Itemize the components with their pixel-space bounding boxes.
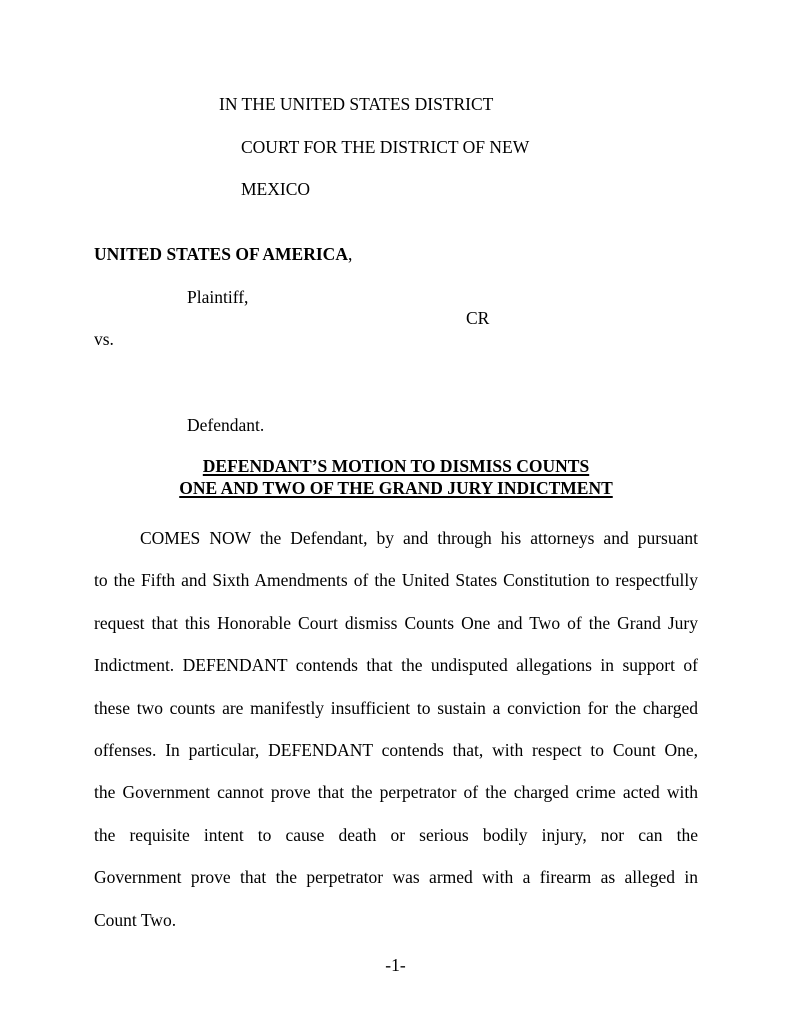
body-line: Government prove that the perpetrator was armed with a firearm as alleged in	[94, 867, 698, 888]
body-line: request that this Honorable Court dismiss Counts One and Two of the Grand Jury	[94, 612, 698, 633]
defendant-role: Defendant.	[187, 415, 265, 435]
body-line: the Government cannot prove that the perpetrator of the charged crime acted with	[94, 782, 698, 803]
motion-title-line-2: ONE AND TWO OF THE GRAND JURY INDICTMENT	[179, 478, 613, 498]
page-number: -1-	[385, 955, 406, 975]
body-line: Indictment. DEFENDANT contends that the undisputed allegations in support of	[94, 655, 698, 676]
body-line: Count Two.	[94, 909, 177, 930]
plaintiff-name: UNITED STATES OF AMERICA	[94, 244, 348, 264]
body-line: these two counts are manifestly insufficient to sustain a conviction for the charged	[94, 697, 698, 718]
plaintiff-role: Plaintiff,	[187, 287, 249, 307]
versus-label: vs.	[94, 329, 114, 349]
body-line: the requisite intent to cause death or serious bodily injury, nor can the	[94, 824, 698, 845]
court-heading-line-1: IN THE UNITED STATES DISTRICT	[219, 94, 494, 114]
motion-title-line-1: DEFENDANT’S MOTION TO DISMISS COUNTS	[202, 456, 590, 476]
case-number: CR	[466, 308, 490, 328]
court-heading-line-2: COURT FOR THE DISTRICT OF NEW	[241, 137, 530, 157]
body-line: COMES NOW the Defendant, by and through his attorneys and pursuant	[140, 528, 698, 548]
body-line: offenses. In particular, DEFENDANT contends that, with respect to Count One,	[94, 739, 698, 760]
plaintiff-comma: ,	[347, 244, 353, 264]
court-heading-line-3: MEXICO	[241, 179, 311, 199]
motion-body-paragraph	[94, 517, 698, 941]
plaintiff-party	[94, 244, 352, 264]
body-line: to the Fifth and Sixth Amendments of the United States Constitution to respectfully	[94, 570, 698, 591]
